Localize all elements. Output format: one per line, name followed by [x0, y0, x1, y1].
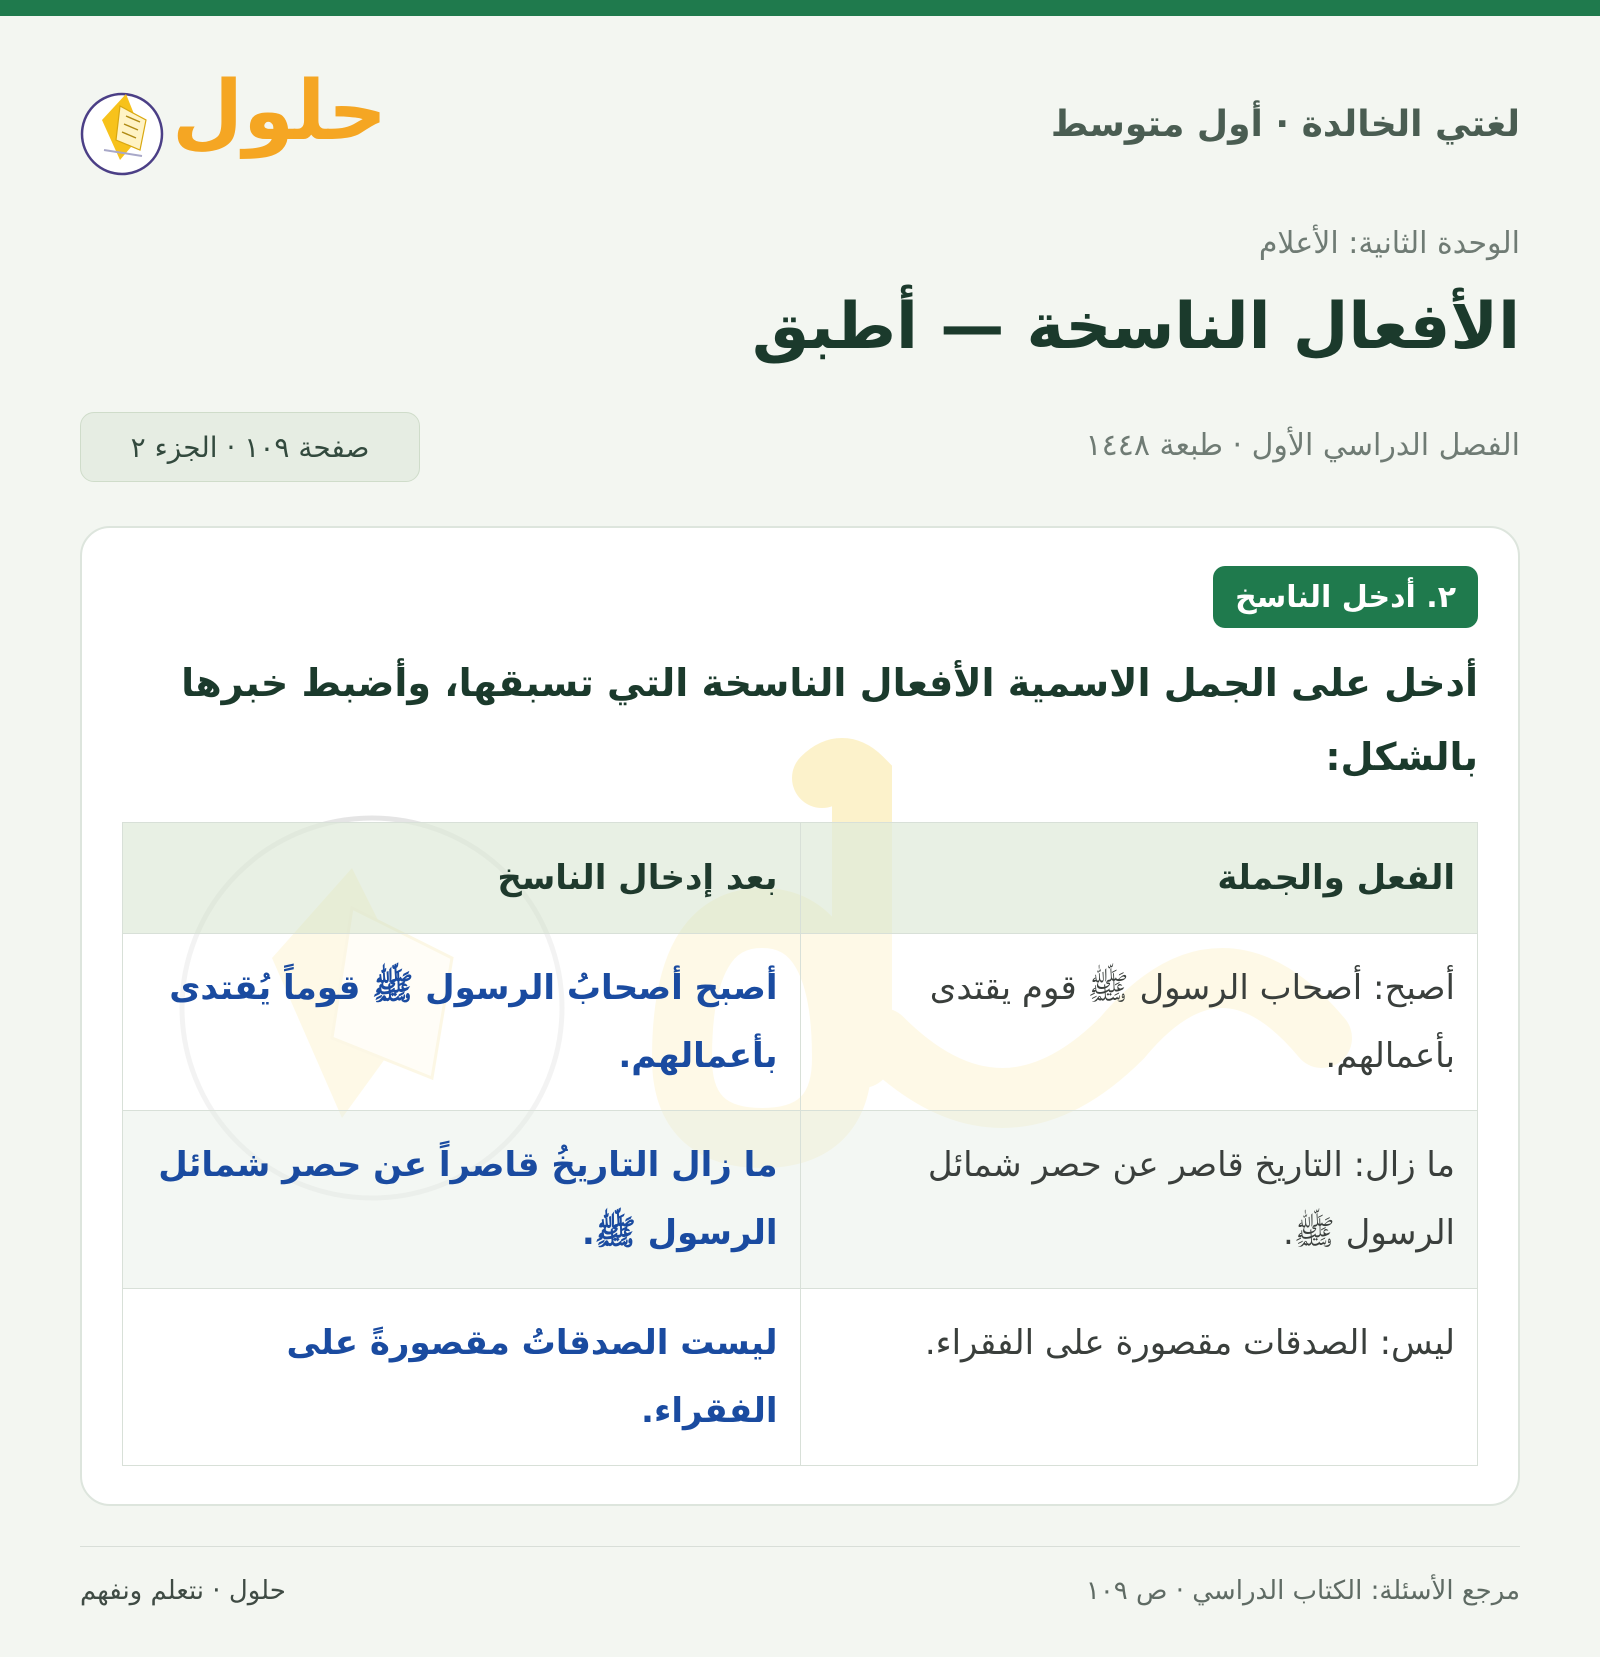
- semester-label: الفصل الدراسي الأول · طبعة ١٤٤٨: [1085, 428, 1520, 463]
- table-row: [123, 1288, 1478, 1465]
- table-header-row: [123, 823, 1478, 934]
- exercise-prompt: أدخل على الجمل الاسمية الأفعال الناسخة التي تسبقها، وأضبط خبرها بالشكل:: [181, 661, 1478, 779]
- original-sentence-cell: أصبح: أصحاب الرسول ﷺ قوم يقتدى بأعمالهم.: [800, 934, 1478, 1111]
- exercise-badge: ٢. أدخل الناسخ: [1213, 566, 1478, 628]
- table-row: [123, 1111, 1478, 1288]
- page-header: [80, 60, 1520, 190]
- answer-cell: أصبح أصحابُ الرسول ﷺ قوماً يُقتدى بأعمالهم.: [123, 934, 801, 1111]
- footer-tagline: حلول · نتعلم ونفهم: [80, 1576, 286, 1606]
- footer-reference: مرجع الأسئلة: الكتاب الدراسي · ص ١٠٩: [1085, 1576, 1520, 1606]
- logo-text: حلول: [172, 64, 388, 159]
- column-header-original: الفعل والجملة: [800, 823, 1478, 934]
- page-number-badge: صفحة ١٠٩ · الجزء ٢: [80, 412, 420, 482]
- column-header-answer: بعد إدخال الناسخ: [123, 823, 801, 934]
- exercise-card: [80, 526, 1520, 1506]
- answer-cell: ما زال التاريخُ قاصراً عن حصر شمائل الرسول ﷺ.: [123, 1111, 801, 1288]
- hulul-logo[interactable]: [80, 64, 388, 180]
- book-title: لغتي الخالدة · أول متوسط: [1050, 104, 1520, 145]
- unit-label: الوحدة الثانية: الأعلام: [1258, 226, 1520, 261]
- page-title: الأفعال الناسخة — أطبق: [751, 290, 1520, 364]
- footer-divider: [80, 1546, 1520, 1547]
- exercise-table: [122, 822, 1478, 1466]
- answer-cell: ليست الصدقاتُ مقصورةً على الفقراء.: [123, 1288, 801, 1465]
- original-sentence-cell: ليس: الصدقات مقصورة على الفقراء.: [800, 1288, 1478, 1465]
- original-sentence-cell: ما زال: التاريخ قاصر عن حصر شمائل الرسول ﷺ.: [800, 1111, 1478, 1288]
- top-accent-bar: [0, 0, 1600, 16]
- table-row: [123, 934, 1478, 1111]
